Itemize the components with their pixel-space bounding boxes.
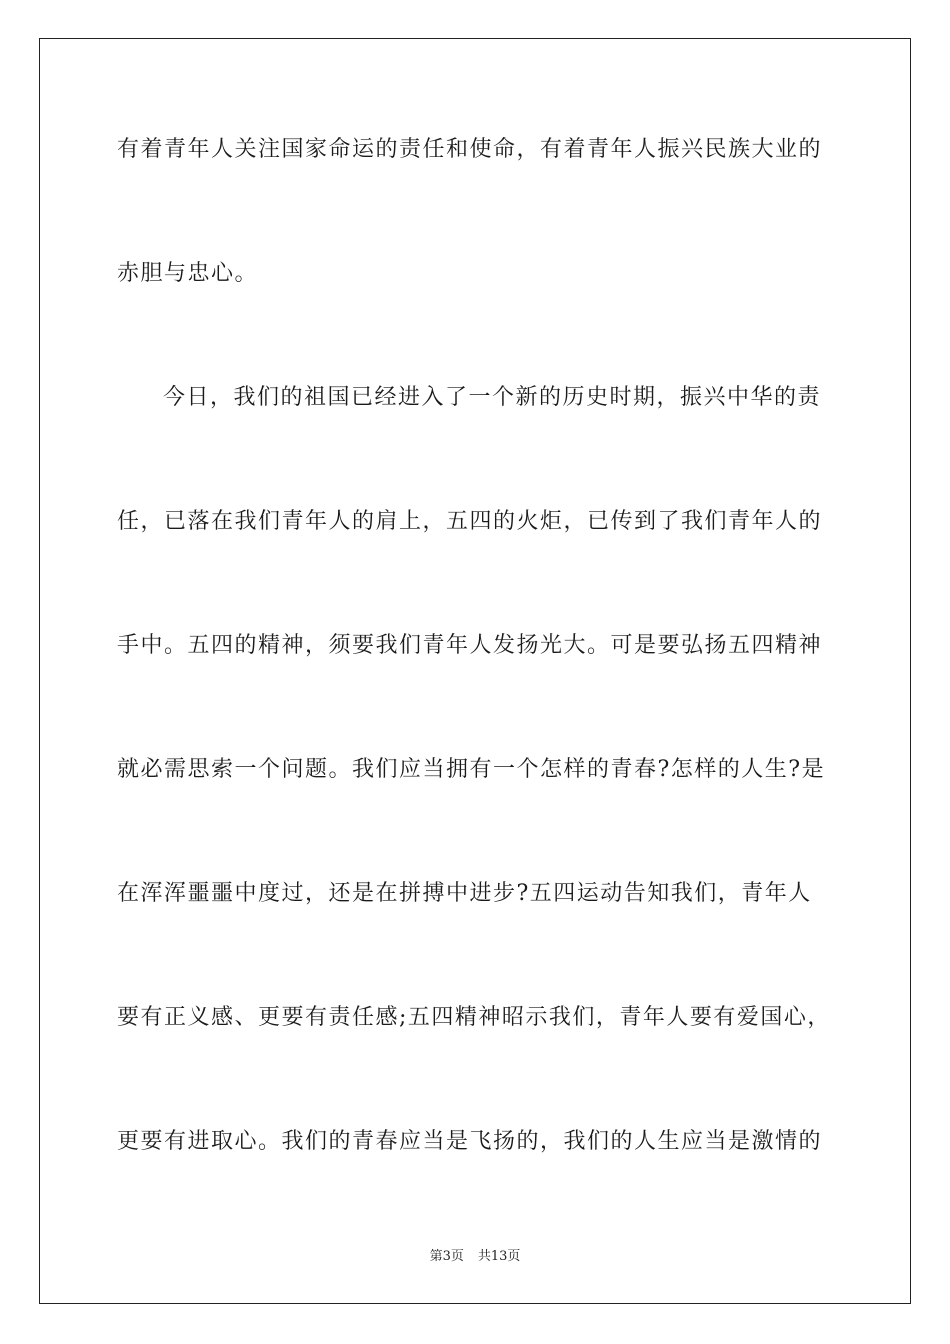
- body-text-line: 任，已落在我们青年人的肩上，五四的火炬，已传到了我们青年人的: [117, 509, 823, 534]
- body-text-line: 就必需思索一个问题。我们应当拥有一个怎样的青春?怎样的人生?是: [117, 757, 826, 782]
- body-text-line: 赤胆与忠心。: [117, 261, 259, 286]
- body-text-line: 今日，我们的祖国已经进入了一个新的历史时期，振兴中华的责: [163, 385, 822, 410]
- page-footer: [0, 1248, 950, 1266]
- body-text-line: 手中。五四的精神，须要我们青年人发扬光大。可是要弘扬五四精神: [117, 633, 823, 658]
- page-number: 第3页: [429, 1249, 464, 1264]
- body-text-line: 更要有进取心。我们的青春应当是飞扬的，我们的人生应当是激情的: [117, 1129, 823, 1154]
- body-text-line: 在浑浑噩噩中度过，还是在拼搏中进步?五四运动告知我们，青年人: [117, 881, 812, 906]
- page-border: [39, 38, 911, 1304]
- body-text-line: 有着青年人关注国家命运的责任和使命，有着青年人振兴民族大业的: [117, 137, 823, 162]
- total-pages: 共13页: [477, 1249, 521, 1264]
- body-text-line: 要有正义感、更要有责任感;五四精神昭示我们，青年人要有爱国心，: [117, 1005, 831, 1030]
